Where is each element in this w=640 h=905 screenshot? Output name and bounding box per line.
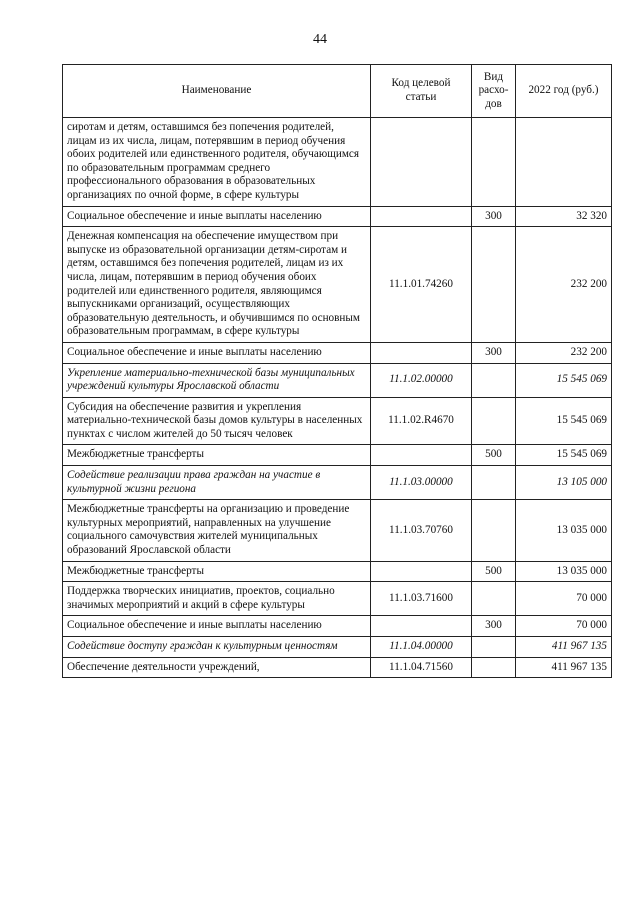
row-amount-cell: 15 545 069 <box>516 397 612 445</box>
row-type-cell <box>472 363 516 397</box>
row-amount-cell: 15 545 069 <box>516 445 612 466</box>
row-type-cell <box>472 500 516 561</box>
table-row <box>63 466 612 500</box>
row-code-cell: 11.1.02.00000 <box>371 363 472 397</box>
row-code-cell <box>371 561 472 582</box>
row-type-cell <box>472 657 516 678</box>
row-type-cell <box>472 227 516 343</box>
row-amount-cell: 32 320 <box>516 206 612 227</box>
row-code-cell: 11.1.04.71560 <box>371 657 472 678</box>
page-number: 44 <box>313 32 327 47</box>
table-row <box>63 363 612 397</box>
row-code-cell <box>371 445 472 466</box>
row-name-cell: Субсидия на обеспечение развития и укрепления материально-технической базы домов культуры в населенных пунктах с числом жителей до 50 тысяч человек <box>63 397 371 445</box>
row-type-cell: 300 <box>472 206 516 227</box>
row-amount-cell: 232 200 <box>516 342 612 363</box>
row-code-cell: 11.1.02.R4670 <box>371 397 472 445</box>
row-name-cell: Межбюджетные трансферты на организацию и проведение культурных мероприятий, направленных на улучшение социального самочувствия жителей муниципальных образований Ярославской области <box>63 500 371 561</box>
table-header-row <box>63 65 612 118</box>
header-code: Код целевой статьи <box>371 65 472 118</box>
row-name-cell: Межбюджетные трансферты <box>63 561 371 582</box>
row-amount-cell: 15 545 069 <box>516 363 612 397</box>
row-name-cell: Межбюджетные трансферты <box>63 445 371 466</box>
row-name-cell: Поддержка творческих инициатив, проектов, социально значимых мероприятий и акций в сфере культуры <box>63 582 371 616</box>
row-code-cell <box>371 118 472 207</box>
table-row <box>63 227 612 343</box>
row-name-cell: Обеспечение деятельности учреждений, <box>63 657 371 678</box>
row-type-cell: 300 <box>472 342 516 363</box>
table-row <box>63 616 612 637</box>
row-type-cell <box>472 466 516 500</box>
row-type-cell: 300 <box>472 616 516 637</box>
row-type-cell <box>472 397 516 445</box>
row-code-cell: 11.1.04.00000 <box>371 637 472 658</box>
row-type-cell <box>472 582 516 616</box>
row-type-cell <box>472 637 516 658</box>
table-row <box>63 206 612 227</box>
table-row <box>63 397 612 445</box>
row-type-cell: 500 <box>472 561 516 582</box>
header-type: Вид расхо-дов <box>472 65 516 118</box>
budget-table <box>62 64 612 678</box>
row-code-cell <box>371 616 472 637</box>
table-row <box>63 342 612 363</box>
table-row <box>63 657 612 678</box>
row-name-cell: Денежная компенсация на обеспечение имуществом при выпуске из образовательной организации детям-сиротам и детям, оставшимся без попечения родителей, лицам из их числа, лицам, потерявшим в период обучения обоих родителей или единственного родителя, являющимся выпускниками организаций, осуществляющих образовательную деятельность, и обучившимся по основным образовательным программам, в сфере культуры <box>63 227 371 343</box>
row-name-cell: Социальное обеспечение и иные выплаты населению <box>63 342 371 363</box>
table-row <box>63 637 612 658</box>
row-name-cell: Укрепление материально-технической базы муниципальных учреждений культуры Ярославской области <box>63 363 371 397</box>
row-code-cell: 11.1.03.00000 <box>371 466 472 500</box>
table-row <box>63 118 612 207</box>
table-row <box>63 582 612 616</box>
row-name-cell: Социальное обеспечение и иные выплаты населению <box>63 206 371 227</box>
table-row <box>63 500 612 561</box>
row-amount-cell <box>516 118 612 207</box>
row-amount-cell: 70 000 <box>516 582 612 616</box>
header-amount: 2022 год (руб.) <box>516 65 612 118</box>
row-name-cell: Социальное обеспечение и иные выплаты населению <box>63 616 371 637</box>
row-amount-cell: 232 200 <box>516 227 612 343</box>
row-type-cell <box>472 118 516 207</box>
row-amount-cell: 13 035 000 <box>516 500 612 561</box>
row-amount-cell: 13 105 000 <box>516 466 612 500</box>
row-amount-cell: 13 035 000 <box>516 561 612 582</box>
row-name-cell: сиротам и детям, оставшимся без попечения родителей, лицам из их числа, лицам, потерявшим в период обучения обоих родителей или единственного родителя, обучающимся по образовательным программам среднего профессионального образования в образовательных организациях по очной форме, в сфере культуры <box>63 118 371 207</box>
row-code-cell: 11.1.03.70760 <box>371 500 472 561</box>
table-row <box>63 561 612 582</box>
row-code-cell: 11.1.03.71600 <box>371 582 472 616</box>
row-name-cell: Содействие доступу граждан к культурным ценностям <box>63 637 371 658</box>
table-row <box>63 445 612 466</box>
row-code-cell <box>371 206 472 227</box>
row-code-cell <box>371 342 472 363</box>
header-name: Наименование <box>63 65 371 118</box>
row-code-cell: 11.1.01.74260 <box>371 227 472 343</box>
row-amount-cell: 411 967 135 <box>516 657 612 678</box>
row-amount-cell: 411 967 135 <box>516 637 612 658</box>
row-amount-cell: 70 000 <box>516 616 612 637</box>
row-type-cell: 500 <box>472 445 516 466</box>
row-name-cell: Содействие реализации права граждан на участие в культурной жизни региона <box>63 466 371 500</box>
